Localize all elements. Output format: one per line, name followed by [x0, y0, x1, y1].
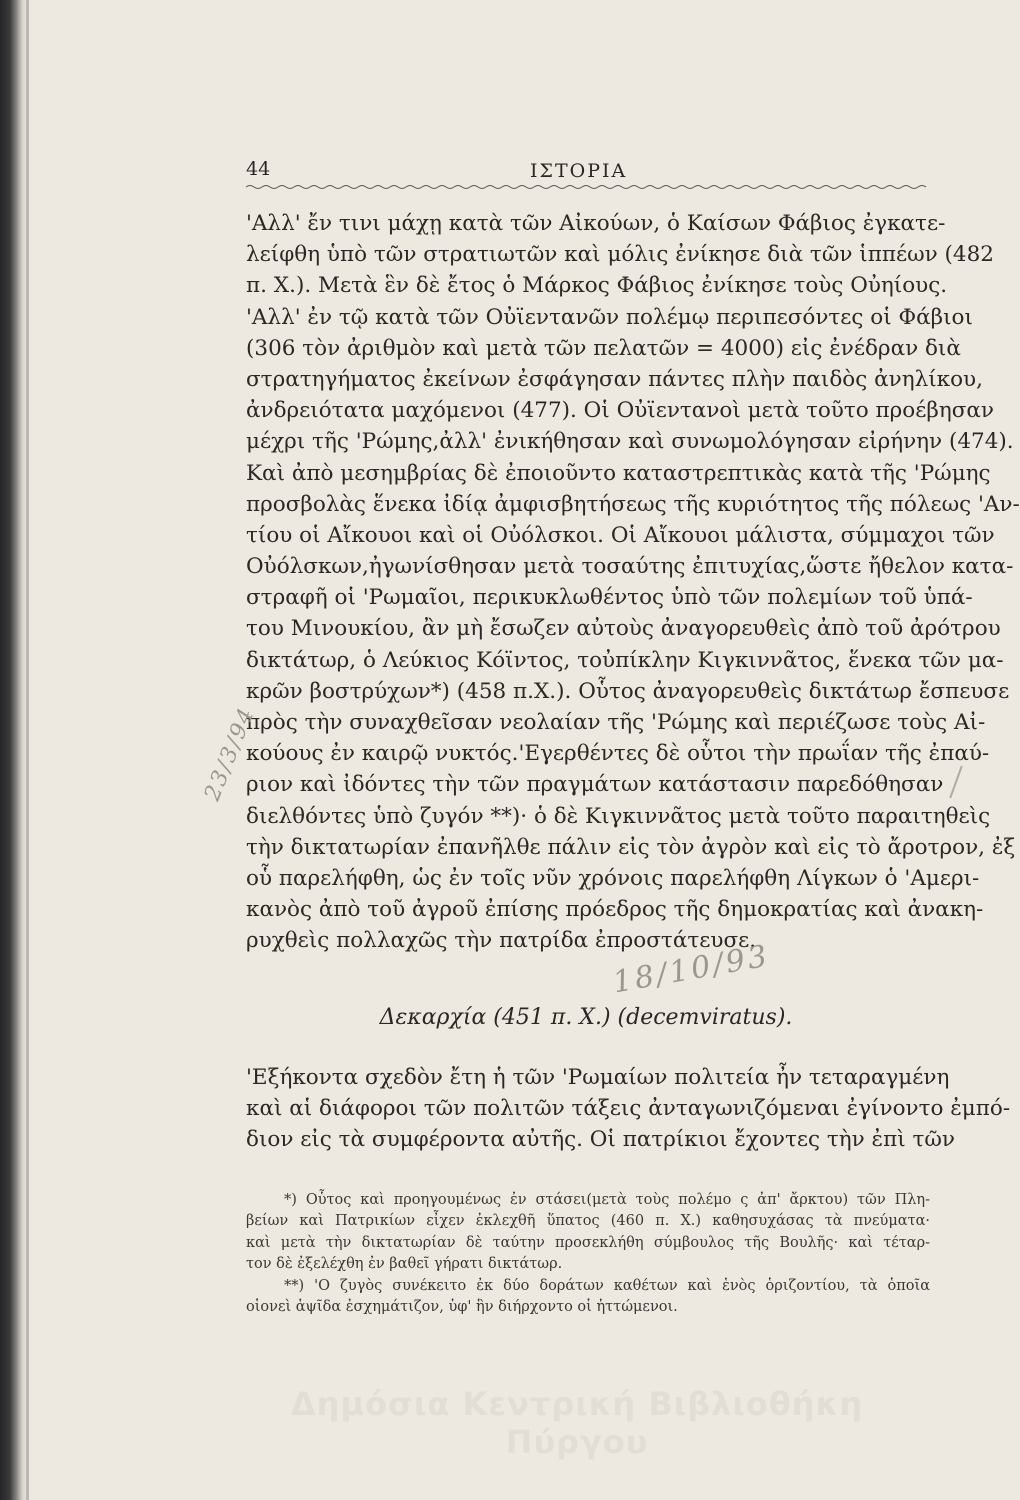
footnote-line: τον δὲ ἐξελέχθη ἐν βαθεῖ γήρατι δικτάτωρ.	[246, 1256, 563, 1273]
text-line: δικτάτωρ, ὁ Λεύκιος Κόϊντος, τοὐπίκλην Κιγκιννᾶτος, ἕνεκα τῶν μα-	[246, 647, 1004, 673]
text-line: ρυχθεὶς πολλαχῶς τὴν πατρίδα ἐπροστάτευσε.	[246, 928, 757, 954]
text-line: τὴν δικτατωρίαν ἐπανῆλθε πάλιν εἰς τὸν ἀγρὸν καὶ εἰς τὸ ἄροτρον, ἐξ	[246, 834, 1016, 860]
handwritten-date-annotation: 18/10/93	[610, 938, 773, 1001]
text-line: στρατηγήματος ἐκείνων ἐσφάγησαν πάντες πλὴν παιδὸς ἀνηλίκου,	[246, 366, 983, 392]
text-line: π. Χ.). Μετὰ ἓν δὲ ἔτος ὁ Μάρκος Φάβιος ἐνίκησε τοὺς Οὐηίους.	[246, 273, 948, 299]
header-wavy-rule	[246, 184, 926, 190]
text-line: πρὸς τὴν συναχθεῖσαν νεολαίαν τῆς 'Ρώμης καὶ περιέζωσε τοὺς Αἰ-	[246, 710, 986, 735]
text-line: 'Αλλ' ἔν τινι μάχῃ κατὰ τῶν Αἰκούων, ὁ Καίσων Φάβιος ἐγκατε-	[246, 211, 946, 236]
body-text-continued	[246, 1062, 1011, 1156]
text-line: καὶ αἱ διάφοροι τῶν πολιτῶν τάξεις ἀνταγωνιζόμεναι ἐγίνοντο ἐμπό-	[246, 1096, 1011, 1122]
footnote-line: *) Οὗτος καὶ προηγουμένως ἐν στάσει(μετὰ τοὺς πολέμο ς ἀπ' ἄρκτου) τῶν Πλη-	[284, 1192, 930, 1208]
text-line: μέχρι τῆς 'Ρώμης,ἀλλ' ἐνικήθησαν καὶ συνωμολόγησαν εἰρήνην (474).	[246, 429, 1014, 455]
text-line: Οὐόλσκων,ἠγωνίσθησαν μετὰ τοσαύτης ἐπιτυχίας,ὥστε ἤθελον κατα-	[246, 554, 1014, 580]
library-watermark: Δημόσια Κεντρική Βιβλιοθήκη Πύργου	[290, 1385, 864, 1461]
text-line: ριον καὶ ἰδόντες τὴν τῶν πραγμάτων κατάστασιν παρεδόθησαν	[246, 772, 944, 798]
text-line: στραφῆ οἱ 'Ρωμαῖοι, περικυκλωθέντος ὑπὸ τῶν πολεμίων τοῦ ὑπά-	[246, 585, 973, 611]
footnote-line: οἱονεὶ ἁψῖδα ἐσχημάτιζον, ὑφ' ἣν διήρχοντο οἱ ἡττώμενοι.	[246, 1298, 678, 1315]
text-line: τίου οἱ Αἴκουοι καὶ οἱ Οὐόλσκοι. Οἱ Αἴκουοι μάλιστα, σύμμαχοι τῶν	[246, 522, 995, 548]
footnote-line: βείων καὶ Πατρικίων εἶχεν ἐκλεχθῆ ὕπατος (460 π. Χ.) καθησυχάσας τὰ πνεύματα·	[246, 1213, 930, 1230]
footnotes	[246, 1190, 930, 1318]
text-line: οὗ παρελήφθη, ὡς ἐν τοῖς νῦν χρόνοις παρελήφθη Λίγκων ὁ 'Αμερι-	[246, 865, 980, 891]
book-binding-shadow	[0, 0, 28, 1500]
text-line: Καὶ ἀπὸ μεσημβρίας δὲ ἐποιοῦντο καταστρεπτικὰς κατὰ τῆς 'Ρώμης	[246, 460, 991, 486]
footnote-line: **) 'Ο ζυγὸς συνέκειτο ἐκ δύο δοράτων καθέτων καὶ ἑνὸς ὁριζοντίου, τὰ ὁποῖα	[284, 1277, 930, 1294]
text-line: λείφθη ὑπὸ τῶν στρατιωτῶν καὶ μόλις ἐνίκησε διὰ τῶν ἱππέων (482	[246, 242, 994, 268]
text-line: του Μινουκίου, ἂν μὴ ἔσωζεν αὐτοὺς ἀναγορευθεὶς ἀπὸ τοῦ ἀρότρου	[246, 616, 1001, 642]
text-line: 'Εξήκοντα σχεδὸν ἔτη ἡ τῶν 'Ρωμαίων πολιτεία ἦν τεταραγμένη	[246, 1065, 950, 1090]
body-text	[246, 208, 1020, 957]
page-number: 44	[246, 158, 271, 180]
text-line: 'Αλλ' ἐν τῷ κατὰ τῶν Οὐϊεντανῶν πολέμῳ περιπεσόντες οἱ Φάβιοι	[246, 304, 973, 330]
footnote-line: καὶ μετὰ τὴν δικτατωρίαν δὲ ταύτην προσεκλήθη σύμβουλος τῆς Βουλῆς· καὶ τέταρ-	[246, 1234, 930, 1251]
text-line: κρῶν βοστρύχων*) (458 π.Χ.). Οὗτος ἀναγορευθεὶς δικτάτωρ ἔσπευσε	[246, 678, 1010, 704]
running-head: ΙΣΤΟΡΙΑ	[530, 160, 628, 182]
section-heading: Δεκαρχία (451 π. Χ.) (decemviratus).	[379, 1005, 793, 1030]
margin-pencil-mark	[949, 766, 963, 799]
text-line: κανὸς ἀπὸ τοῦ ἀγροῦ ἐπίσης πρόεδρος τῆς δημοκρατίας καὶ ἀνακη-	[246, 897, 984, 923]
text-line: προσβολὰς ἕνεκα ἰδίᾳ ἀμφισβητήσεως τῆς κυριότητος τῆς πόλεως 'Αν-	[246, 491, 1020, 517]
text-line: διον εἰς τὰ συμφέροντα αὐτῆς. Οἱ πατρίκιοι ἔχοντες τὴν ἐπὶ τῶν	[246, 1127, 955, 1153]
text-line: κούους ἐν καιρῷ νυκτός.'Εγερθέντες δὲ οὗτοι τὴν πρωΐαν τῆς ἐπαύ-	[246, 741, 990, 767]
page-edge	[26, 0, 29, 1500]
text-line: (306 τὸν ἀριθμὸν καὶ μετὰ τῶν πελατῶν = 4000) εἰς ἐνέδραν διὰ	[246, 335, 961, 361]
text-line: διελθόντες ὑπὸ ζυγόν **)· ὁ δὲ Κιγκιννᾶτος μετὰ τοῦτο παραιτηθεὶς	[246, 803, 991, 829]
handwritten-margin-annotation: 23/3/94	[200, 703, 261, 805]
text-line: ἀνδρειότατα μαχόμενοι (477). Οἱ Οὐϊεντανοὶ μετὰ τοῦτο προέβησαν	[246, 398, 994, 424]
